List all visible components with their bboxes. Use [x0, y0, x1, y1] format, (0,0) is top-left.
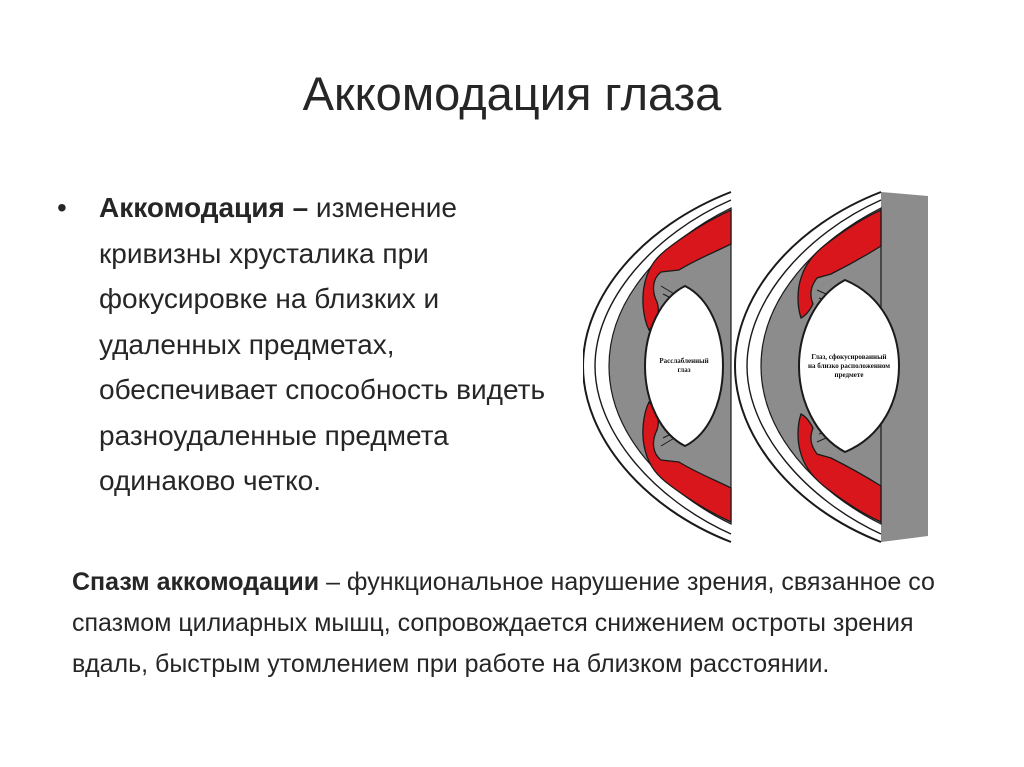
bullet-dot: • — [57, 192, 67, 223]
relaxed-eye-label-line1: Расслабленный — [659, 357, 709, 365]
relaxed-eye-label-line2: глаз — [677, 366, 691, 374]
focused-eye-label-line3: предмете — [834, 371, 864, 379]
focused-eye — [735, 192, 928, 542]
eye-accommodation-figure — [583, 186, 928, 546]
spasm-term: Спазм аккомодации — [72, 568, 320, 596]
slide-title: Аккомодация глаза — [302, 67, 722, 120]
focused-eye-label-line1: Глаз, сфокусированный — [811, 353, 887, 361]
spasm-paragraph — [72, 562, 972, 685]
spasm-body: – функциональное нарушение зрения, связанное со спазмом цилиарных мышц, сопровождается снижением остроты зрения вдаль, быстрым утомлением при работе на близком расстоянии. — [72, 568, 935, 678]
focused-eye-label-line2: на близко расположенном — [807, 362, 891, 370]
definition-body: изменение кривизны хрусталика при фокусировке на близких и удаленных предметах, обеспечивает способность видеть разноудаленные предмета одинаково четко. — [99, 192, 546, 496]
definition-term: Аккомодация – — [99, 192, 309, 223]
definition-text — [99, 185, 569, 504]
relaxed-eye — [583, 192, 731, 542]
